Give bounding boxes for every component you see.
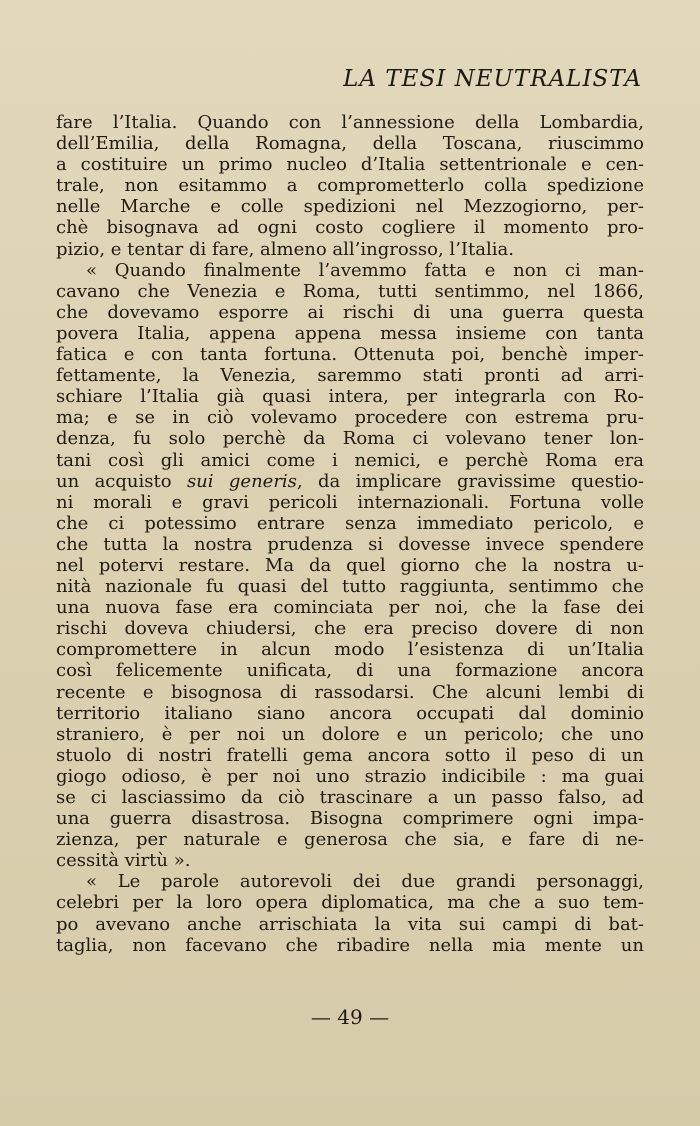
- text-line: che tutta la nostra prudenza si dovesse invece spendere: [56, 533, 644, 555]
- text-line: schiare l’Italia già quasi intera, per integrarla con Ro-: [56, 386, 644, 408]
- text-line: chè bisognava ad ogni costo cogliere il momento pro-: [56, 217, 644, 239]
- text-line: se ci lasciassimo da ciò trascinare a un passo falso, ad: [56, 787, 644, 808]
- text-line: taglia, non facevano che ribadire nella mia mente un: [56, 934, 644, 956]
- text-line: tani così gli amici come i nemici, e perchè Roma era: [56, 449, 644, 471]
- text-line: una nuova fase era cominciata per noi, che la fase dei: [56, 597, 644, 619]
- text-line: fatica e con tanta fortuna. Ottenuta poi, benchè imper-: [56, 344, 644, 366]
- text-line: cavano che Venezia e Roma, tutti sentimmo, nel 1866,: [56, 280, 644, 302]
- text-line: « Le parole autorevoli dei due grandi personaggi,: [86, 871, 644, 893]
- text-line: ma; e se in ciò volevamo procedere con estrema pru-: [56, 407, 644, 429]
- text-line: rischi doveva chiudersi, che era preciso dovere di non: [56, 618, 644, 640]
- text-line: stuolo di nostri fratelli gema ancora sotto il peso di un: [56, 744, 644, 766]
- page-number: — 49 —: [310, 1005, 390, 1029]
- text-line: una guerra disastrosa. Bisogna comprimere ogni impa-: [56, 808, 644, 830]
- text-line: celebri per la loro opera diplomatica, ma che a suo tem-: [56, 892, 644, 914]
- text-line: fettamente, la Venezia, saremmo stati pronti ad arri-: [56, 365, 644, 387]
- italic-phrase: sui generis: [186, 470, 297, 492]
- text-line: recente e bisognosa di rassodarsi. Che alcuni lembi di: [56, 681, 644, 703]
- text-line: nel potervi restare. Ma da quel giorno che la nostra u-: [56, 554, 644, 576]
- text-line: che ci potessimo entrare senza immediato pericolo, e: [56, 512, 644, 534]
- text-line: ni morali e gravi pericoli internazionali. Fortuna volle: [56, 491, 644, 513]
- page-body-text: [56, 112, 644, 956]
- text-line: nità nazionale fu quasi del tutto raggiunta, sentimmo che: [56, 576, 644, 598]
- text-line: pizio, e tentar di fare, almeno all’ingrosso, l’Italia.: [56, 238, 514, 260]
- text-line: così felicemente unificata, di una formazione ancora: [56, 660, 644, 682]
- running-title: LA TESI NEUTRALISTA: [343, 66, 642, 92]
- text-line: che dovevamo esporre ai rischi di una guerra questa: [56, 301, 644, 323]
- text-line: po avevano anche arrischiata la vita sui campi di bat-: [56, 913, 644, 935]
- text-line: nelle Marche e colle spedizioni nel Mezzogiorno, per-: [56, 196, 644, 218]
- text-line: dell’Emilia, della Romagna, della Toscana, riuscimmo: [56, 133, 644, 155]
- text-line: povera Italia, appena appena messa insieme con tanta: [56, 322, 644, 344]
- text-line: fare l’Italia. Quando con l’annessione della Lombardia,: [56, 112, 644, 133]
- text-line: denza, fu solo perchè da Roma ci volevano tener lon-: [56, 428, 644, 450]
- text-line: « Quando finalmente l’avemmo fatta e non ci man-: [86, 259, 644, 281]
- text-line: zienza, per naturale e generosa che sia, e fare di ne-: [56, 829, 644, 851]
- text-line: compromettere in alcun modo l’esistenza di un’Italia: [56, 639, 644, 661]
- text-line: territorio italiano siano ancora occupati dal dominio: [56, 702, 644, 724]
- text-line: cessità virtù ».: [56, 850, 191, 872]
- text-line: trale, non esitammo a comprometterlo colla spedizione: [56, 175, 644, 197]
- text-line: un acquisto sui generis, da implicare gravissime questio-: [56, 470, 644, 492]
- text-line: a costituire un primo nucleo d’Italia settentrionale e cen-: [56, 154, 644, 176]
- text-line: giogo odioso, è per noi uno strazio indicibile : ma guai: [56, 765, 644, 787]
- text-line: straniero, è per noi un dolore e un pericolo; che uno: [56, 723, 644, 745]
